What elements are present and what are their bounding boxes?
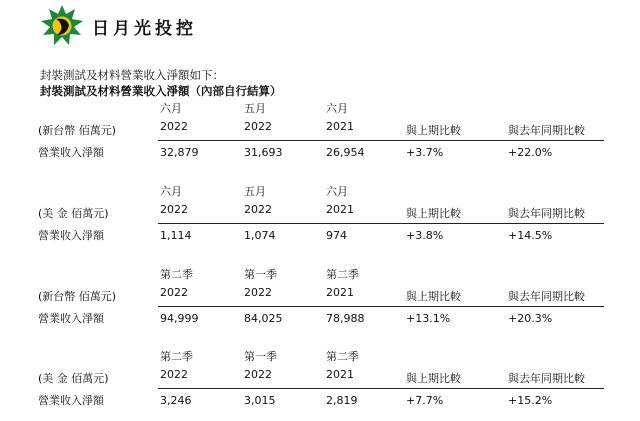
row-label: 營業收入淨額 <box>38 229 104 242</box>
period-label: 五月 <box>244 102 266 115</box>
unit-label: (美 金 佰萬元) <box>38 372 109 385</box>
comparison-header: 與上期比較 <box>406 124 461 137</box>
change-percent: +20.3% <box>508 312 553 325</box>
revenue-table-quarterly-usd <box>0 350 640 414</box>
revenue-table-monthly-usd <box>0 185 640 249</box>
revenue-value: 26,954 <box>326 146 365 159</box>
period-year: 2021 <box>326 120 354 133</box>
change-percent: +3.8% <box>406 229 444 242</box>
revenue-value: 78,988 <box>326 312 365 325</box>
period-year: 2022 <box>244 203 272 216</box>
change-percent: +13.1% <box>406 312 451 325</box>
period-year: 2022 <box>160 203 188 216</box>
period-label: 五月 <box>244 185 266 198</box>
period-year: 2022 <box>160 286 188 299</box>
report-subtitle: 封裝測試及材料營業收入淨額（內部自行結算） <box>40 84 282 98</box>
comparison-header: 與上期比較 <box>406 207 461 220</box>
report-intro: 封裝測試及材料營業收入淨額如下： <box>40 68 224 82</box>
revenue-value: 2,819 <box>326 394 358 407</box>
header-rule <box>158 140 604 141</box>
unit-label: (新台幣 佰萬元) <box>38 290 117 303</box>
revenue-value: 84,025 <box>244 312 283 325</box>
revenue-table-quarterly-ntd <box>0 268 640 332</box>
header-rule <box>158 388 604 389</box>
ase-sun-logo-icon <box>40 4 84 48</box>
unit-label: (美 金 佰萬元) <box>38 207 109 220</box>
change-percent: +14.5% <box>508 229 553 242</box>
row-label: 營業收入淨額 <box>38 394 104 407</box>
revenue-value: 3,246 <box>160 394 192 407</box>
period-label: 第二季 <box>160 268 193 281</box>
row-label: 營業收入淨額 <box>38 146 104 159</box>
period-label: 六月 <box>160 102 182 115</box>
period-label: 第一季 <box>244 268 277 281</box>
change-percent: +22.0% <box>508 146 553 159</box>
revenue-value: 3,015 <box>244 394 276 407</box>
period-year: 2021 <box>326 286 354 299</box>
revenue-value: 1,074 <box>244 229 276 242</box>
period-year: 2021 <box>326 203 354 216</box>
period-label: 第二季 <box>326 268 359 281</box>
revenue-value: 94,999 <box>160 312 199 325</box>
revenue-value: 1,114 <box>160 229 192 242</box>
period-year: 2022 <box>244 120 272 133</box>
period-label: 六月 <box>160 185 182 198</box>
comparison-header: 與上期比較 <box>406 372 461 385</box>
period-label: 第二季 <box>326 350 359 363</box>
company-logo <box>40 4 197 48</box>
period-year: 2022 <box>160 368 188 381</box>
revenue-value: 31,693 <box>244 146 283 159</box>
header-rule <box>158 306 604 307</box>
period-label: 六月 <box>326 102 348 115</box>
period-year: 2022 <box>244 368 272 381</box>
unit-label: (新台幣 佰萬元) <box>38 124 117 137</box>
change-percent: +3.7% <box>406 146 444 159</box>
company-name: 日月光投控 <box>92 19 197 39</box>
revenue-value: 974 <box>326 229 347 242</box>
revenue-value: 32,879 <box>160 146 199 159</box>
period-label: 六月 <box>326 185 348 198</box>
comparison-header: 與去年同期比較 <box>508 207 585 220</box>
comparison-header: 與去年同期比較 <box>508 124 585 137</box>
row-label: 營業收入淨額 <box>38 312 104 325</box>
period-label: 第一季 <box>244 350 277 363</box>
change-percent: +7.7% <box>406 394 444 407</box>
change-percent: +15.2% <box>508 394 553 407</box>
revenue-table-monthly-ntd <box>0 102 640 166</box>
comparison-header: 與上期比較 <box>406 290 461 303</box>
period-year: 2021 <box>326 368 354 381</box>
comparison-header: 與去年同期比較 <box>508 372 585 385</box>
period-year: 2022 <box>244 286 272 299</box>
period-year: 2022 <box>160 120 188 133</box>
comparison-header: 與去年同期比較 <box>508 290 585 303</box>
header-rule <box>158 223 604 224</box>
period-label: 第二季 <box>160 350 193 363</box>
